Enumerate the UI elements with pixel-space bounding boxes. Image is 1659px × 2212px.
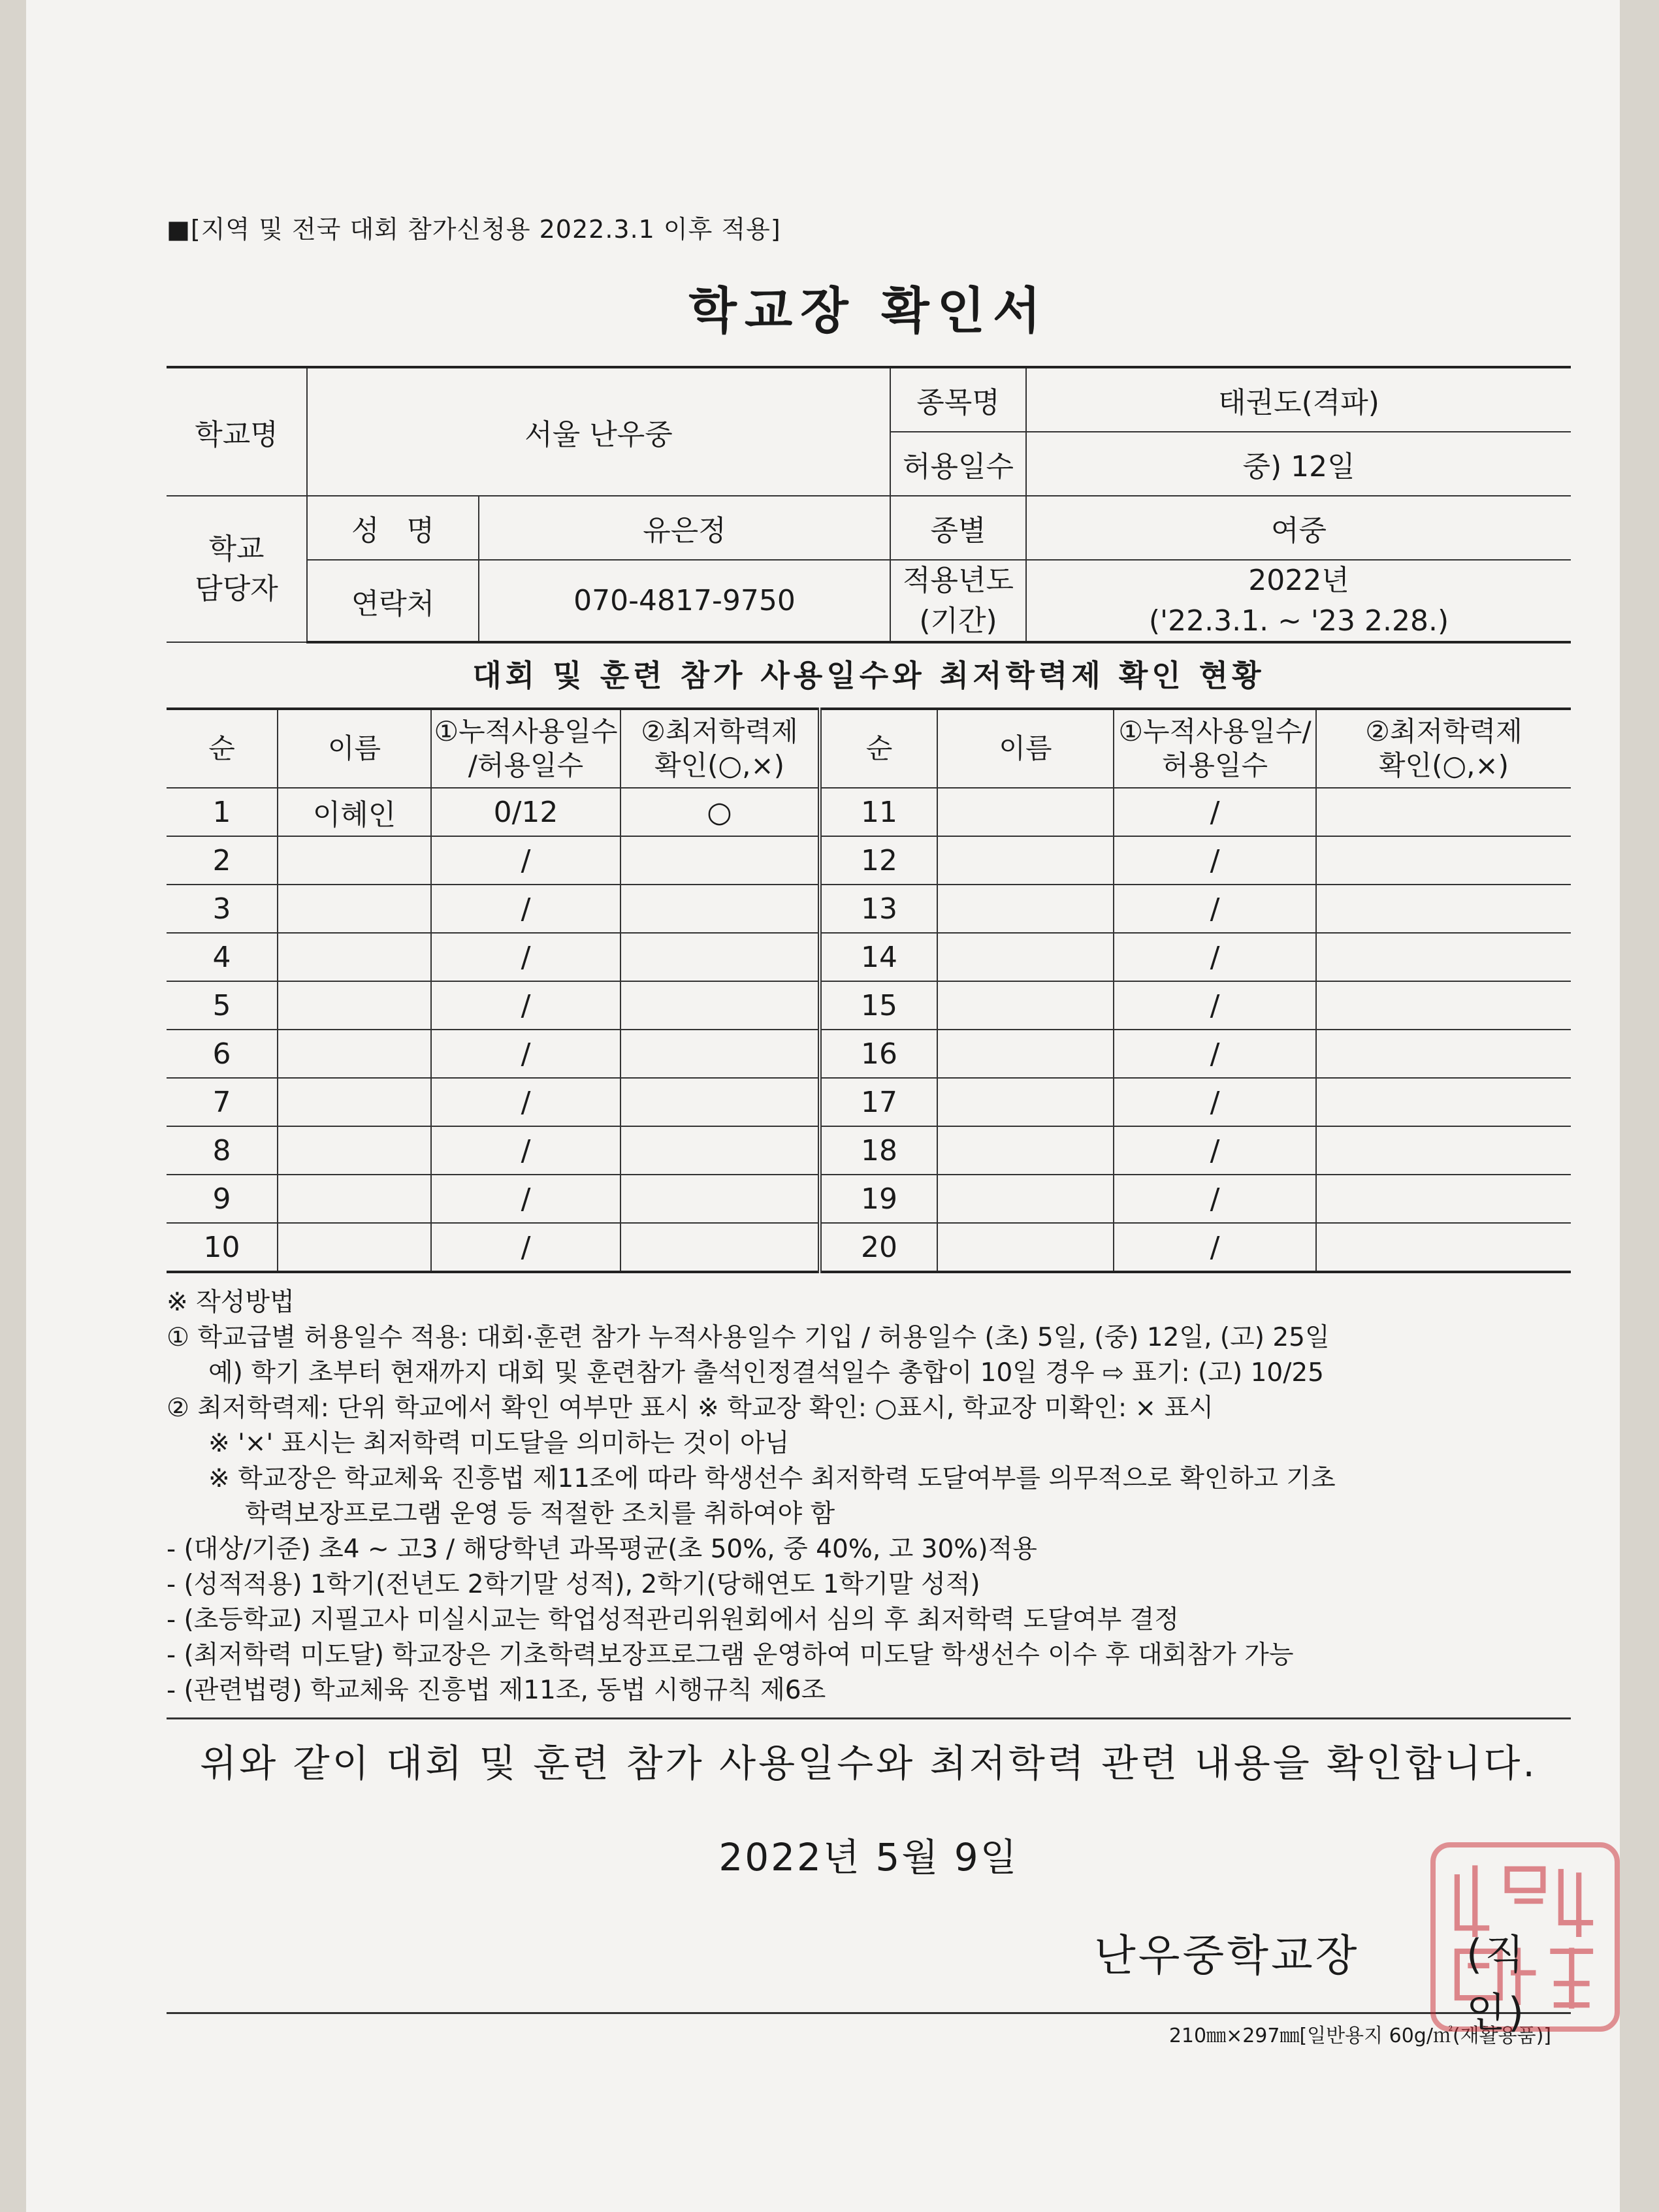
note-line: - (관련법령) 학교체육 진흥법 제11조, 동법 시행규칙 제6조 [167, 1676, 826, 1706]
days-used: / [431, 1175, 620, 1223]
roster-table [167, 708, 1571, 1273]
table-row [167, 1223, 1571, 1272]
academic-check [1316, 981, 1571, 1030]
note-line: ① 학교급별 허용일수 적용: 대회·훈련 참가 누적사용일수 기입 / 허용일수 (초) 5일, (중) 12일, (고) 25일 [167, 1323, 1330, 1353]
note-line: - (최저학력 미도달) 학교장은 기초학력보장프로그램 운영하여 미도달 학생선수 이수 후 대회참가 가능 [167, 1640, 1294, 1670]
days-used: / [431, 1126, 620, 1175]
academic-check [1316, 1078, 1571, 1126]
days-used: / [431, 933, 620, 981]
document [167, 209, 1571, 2048]
academic-check: ○ [620, 788, 820, 836]
academic-check [1316, 1126, 1571, 1175]
header-no: 순 [167, 709, 278, 788]
academic-check [1316, 788, 1571, 836]
note-line: - (초등학교) 지필고사 미실시교는 학업성적관리위원회에서 심의 후 최저학력 도달여부 결정 [167, 1605, 1180, 1635]
event-label: 종목명 [890, 367, 1026, 432]
table-row [167, 1030, 1571, 1078]
header-check: ②최저학력제 확인(○,×) [620, 709, 820, 788]
table-row [167, 836, 1571, 885]
student-name [278, 1126, 431, 1175]
note-line: ※ 작성방법 [167, 1288, 295, 1318]
header-check: ②최저학력제 확인(○,×) [1316, 709, 1571, 788]
note-line: ② 최저학력제: 단위 학교에서 확인 여부만 표시 ※ 학교장 확인: ○표시, 학교장 미확인: × 표시 [167, 1393, 1214, 1423]
table-row [167, 1078, 1571, 1126]
row-number: 2 [167, 836, 278, 885]
school-label: 학교명 [167, 367, 307, 496]
student-name [278, 1030, 431, 1078]
year-label: 적용년도 (기간) [890, 560, 1026, 642]
note-line: - (성적적용) 1학기(전년도 2학기말 성적), 2학기(당해연도 1학기말 성적) [167, 1570, 980, 1600]
row-number: 20 [820, 1223, 937, 1272]
days-used: / [1114, 1175, 1316, 1223]
days-used: / [1114, 933, 1316, 981]
header-no: 순 [820, 709, 937, 788]
student-name [937, 1126, 1114, 1175]
note-line: 학력보장프로그램 운영 등 적절한 조치를 취하여야 함 [245, 1499, 835, 1529]
academic-check [1316, 1223, 1571, 1272]
row-number: 17 [820, 1078, 937, 1126]
student-name: 이혜인 [278, 788, 431, 836]
days-used: / [1114, 1078, 1316, 1126]
roster-subtitle: 대회 및 훈련 참가 사용일수와 최저학력제 확인 현황 [472, 658, 1265, 694]
contact-label: 연락처 [307, 560, 479, 642]
document-title: 학교장 확인서 [688, 282, 1049, 340]
divider [167, 1717, 1571, 1719]
student-name [278, 1078, 431, 1126]
category-label: 종별 [890, 496, 1026, 560]
student-name [937, 788, 1114, 836]
issue-date: 2022년 5월 9일 [718, 1835, 1019, 1880]
academic-check [620, 836, 820, 885]
days-used: / [431, 885, 620, 933]
school-value: 서울 난우중 [307, 367, 890, 496]
contact-value: 070-4817-9750 [479, 560, 890, 642]
days-used: / [1114, 1030, 1316, 1078]
row-number: 16 [820, 1030, 937, 1078]
days-used: / [431, 981, 620, 1030]
days-used: / [431, 1030, 620, 1078]
student-name [278, 981, 431, 1030]
academic-check [620, 1030, 820, 1078]
principal-title: 난우중학교장 [1094, 1930, 1360, 1981]
paper [26, 0, 1620, 2212]
academic-check [620, 1126, 820, 1175]
table-row [167, 885, 1571, 933]
student-name [937, 933, 1114, 981]
row-number: 18 [820, 1126, 937, 1175]
category-value: 여중 [1026, 496, 1571, 560]
row-number: 13 [820, 885, 937, 933]
row-number: 4 [167, 933, 278, 981]
days-used: / [1114, 1126, 1316, 1175]
academic-check [1316, 836, 1571, 885]
confirmation-statement: 위와 같이 대회 및 훈련 참가 사용일수와 최저학력 관련 내용을 확인합니다. [200, 1741, 1538, 1786]
table-row [167, 788, 1571, 836]
header-name: 이름 [937, 709, 1114, 788]
row-number: 9 [167, 1175, 278, 1223]
row-number: 11 [820, 788, 937, 836]
student-name [937, 1030, 1114, 1078]
student-name [937, 1175, 1114, 1223]
days-used: / [1114, 788, 1316, 836]
student-name [278, 933, 431, 981]
row-number: 1 [167, 788, 278, 836]
student-name [937, 981, 1114, 1030]
row-number: 12 [820, 836, 937, 885]
allowed-days-label: 허용일수 [890, 432, 1026, 496]
academic-check [1316, 885, 1571, 933]
academic-check [620, 933, 820, 981]
seal-label: (직인) [1466, 1930, 1527, 2037]
days-used: / [1114, 885, 1316, 933]
note-line: ※ 학교장은 학교체육 진흥법 제11조에 따라 학생선수 최저학력 도달여부를 의무적으로 확인하고 기초 [208, 1464, 1336, 1494]
student-name [937, 836, 1114, 885]
row-number: 3 [167, 885, 278, 933]
note-line: ※ '×' 표시는 최저학력 미도달을 의미하는 것이 아님 [208, 1429, 790, 1459]
header-days: ①누적사용일수 /허용일수 [431, 709, 620, 788]
row-number: 7 [167, 1078, 278, 1126]
row-number: 10 [167, 1223, 278, 1272]
paper-spec: 210㎜×297㎜[일반용지 60g/㎡(재활용품)] [1168, 2025, 1551, 2048]
days-used: / [431, 1078, 620, 1126]
header-name: 이름 [278, 709, 431, 788]
days-used: / [1114, 836, 1316, 885]
academic-check [1316, 1175, 1571, 1223]
row-number: 15 [820, 981, 937, 1030]
notice: ■[지역 및 전국 대회 참가신청용 2022.3.1 이후 적용] [167, 215, 781, 244]
days-used: 0/12 [431, 788, 620, 836]
table-row [167, 933, 1571, 981]
header-days: ①누적사용일수/ 허용일수 [1114, 709, 1316, 788]
name-value: 유은정 [479, 496, 890, 560]
days-used: / [1114, 1223, 1316, 1272]
student-name [937, 1223, 1114, 1272]
student-name [278, 1175, 431, 1223]
info-table [167, 366, 1571, 643]
days-used: / [431, 1223, 620, 1272]
divider [167, 2012, 1571, 2014]
row-number: 6 [167, 1030, 278, 1078]
academic-check [620, 1175, 820, 1223]
table-row [167, 1175, 1571, 1223]
event-value: 태권도(격파) [1026, 367, 1571, 432]
note-line: 예) 학기 초부터 현재까지 대회 및 훈련참가 출석인정결석일수 총합이 10일 경우 ⇨ 표기: (고) 10/25 [208, 1358, 1324, 1388]
row-number: 8 [167, 1126, 278, 1175]
year-value: 2022년 ('22.3.1. ~ '23 2.28.) [1026, 560, 1571, 642]
note-line: - (대상/기준) 초4 ~ 고3 / 해당학년 과목평균(초 50%, 중 40%, 고 30%)적용 [167, 1535, 1037, 1565]
table-row [167, 981, 1571, 1030]
student-name [937, 1078, 1114, 1126]
academic-check [620, 981, 820, 1030]
student-name [278, 885, 431, 933]
academic-check [1316, 933, 1571, 981]
student-name [278, 1223, 431, 1272]
name-label: 성 명 [307, 496, 479, 560]
academic-check [1316, 1030, 1571, 1078]
student-name [278, 836, 431, 885]
academic-check [620, 1078, 820, 1126]
student-name [937, 885, 1114, 933]
row-number: 5 [167, 981, 278, 1030]
table-row [167, 1126, 1571, 1175]
row-number: 19 [820, 1175, 937, 1223]
allowed-days-value: 중) 12일 [1026, 432, 1571, 496]
academic-check [620, 1223, 820, 1272]
academic-check [620, 885, 820, 933]
manager-label: 학교 담당자 [167, 496, 307, 642]
days-used: / [1114, 981, 1316, 1030]
row-number: 14 [820, 933, 937, 981]
days-used: / [431, 836, 620, 885]
writing-instructions [167, 1285, 1571, 1708]
